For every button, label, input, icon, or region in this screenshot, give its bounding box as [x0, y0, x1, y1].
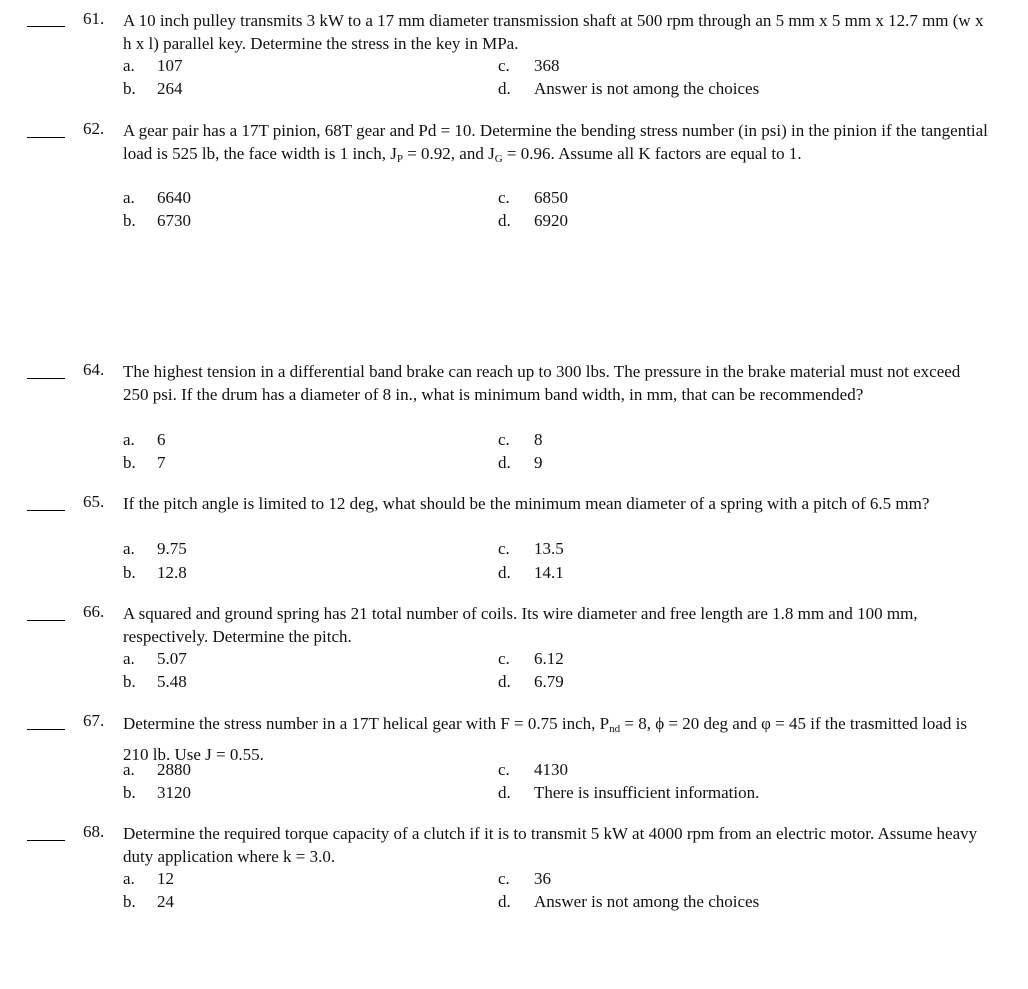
option-b: b. 24: [123, 892, 174, 911]
option-b: b. 3120: [123, 783, 191, 802]
option-b: b. 12.8: [123, 563, 187, 582]
option-b: b. 7: [123, 453, 166, 472]
option-c: c. 8: [498, 430, 543, 449]
option-c: c. 13.5: [498, 539, 564, 558]
answer-blank[interactable]: [27, 378, 65, 379]
question-text: A gear pair has a 17T pinion, 68T gear and Pd = 10. Determine the bending stress number (in psi) in the pinion if the tangential load is 525 lb, the face width is 1 inch, $J_P = 0.92$, and $J_G = 0.96$. Assume all K factors are equal to 1.: [123, 121, 988, 165]
option-d: d. 6.79: [498, 672, 564, 691]
option-a: a. 9.75: [123, 539, 187, 558]
answer-blank[interactable]: [27, 840, 65, 841]
option-c: c. 4130: [498, 760, 568, 779]
option-a: a. 6640: [123, 188, 191, 207]
question-text: The highest tension in a differential band brake can reach up to 300 lbs. The pressure in the brake material must not exceed 250 psi. If the drum has a diameter of 8 in., what is minimum band width, in mm, that can be recommended?: [123, 362, 961, 404]
question-text: Determine the required torque capacity of a clutch if it is to transmit 5 kW at 4000 rpm from an electric motor. Assume heavy duty application where k = 3.0.: [123, 824, 978, 866]
question-number: 66.: [83, 602, 105, 621]
option-a: a. 107: [123, 56, 183, 75]
answer-blank[interactable]: [27, 137, 65, 138]
option-a: a. 6: [123, 430, 166, 449]
option-d: d. 14.1: [498, 563, 564, 582]
answer-blank[interactable]: [27, 510, 65, 511]
question-number: 68.: [83, 822, 105, 841]
option-b: b. 5.48: [123, 672, 187, 691]
question-text: Determine the stress number in a 17T helical gear with F = 0.75 inch, $P_{nd} = 8$, ϕ = 20 deg and φ = 45 if the trasmitted load is 210 lb. Use J = 0.55.: [123, 714, 967, 764]
option-d: d. Answer is not among the choices: [498, 892, 760, 911]
question-number: 62.: [83, 119, 105, 138]
question-text: If the pitch angle is limited to 12 deg, what should be the minimum mean diameter of a spring with a pitch of 6.5 mm?: [123, 494, 930, 513]
option-d: d. 6920: [498, 211, 568, 230]
question-number: 65.: [83, 492, 105, 511]
option-c: c. 36: [498, 869, 551, 888]
option-c: c. 6850: [498, 188, 568, 207]
option-d: d. 9: [498, 453, 543, 472]
question-number: 67.: [83, 711, 105, 730]
question-text: A squared and ground spring has 21 total number of coils. Its wire diameter and free length are 1.8 mm and 100 mm, respectively. Determine the pitch.: [123, 604, 918, 646]
question-number: 64.: [83, 360, 105, 379]
answer-blank[interactable]: [27, 729, 65, 730]
option-b: b. 264: [123, 79, 183, 98]
option-d: d. Answer is not among the choices: [498, 79, 760, 98]
option-a: a. 2880: [123, 760, 191, 779]
option-c: c. 6.12: [498, 649, 564, 668]
option-d: d. There is insufficient information.: [498, 783, 760, 802]
option-a: a. 12: [123, 869, 174, 888]
option-b: b. 6730: [123, 211, 191, 230]
question-text: A 10 inch pulley transmits 3 kW to a 17 mm diameter transmission shaft at 500 rpm through an 5 mm x 5 mm x 12.7 mm (w x h x l) parallel key. Determine the stress in the key in MPa.: [123, 11, 984, 53]
option-a: a. 5.07: [123, 649, 187, 668]
answer-blank[interactable]: [27, 620, 65, 621]
option-c: c. 368: [498, 56, 560, 75]
answer-blank[interactable]: [27, 26, 65, 27]
question-number: 61.: [83, 9, 105, 28]
